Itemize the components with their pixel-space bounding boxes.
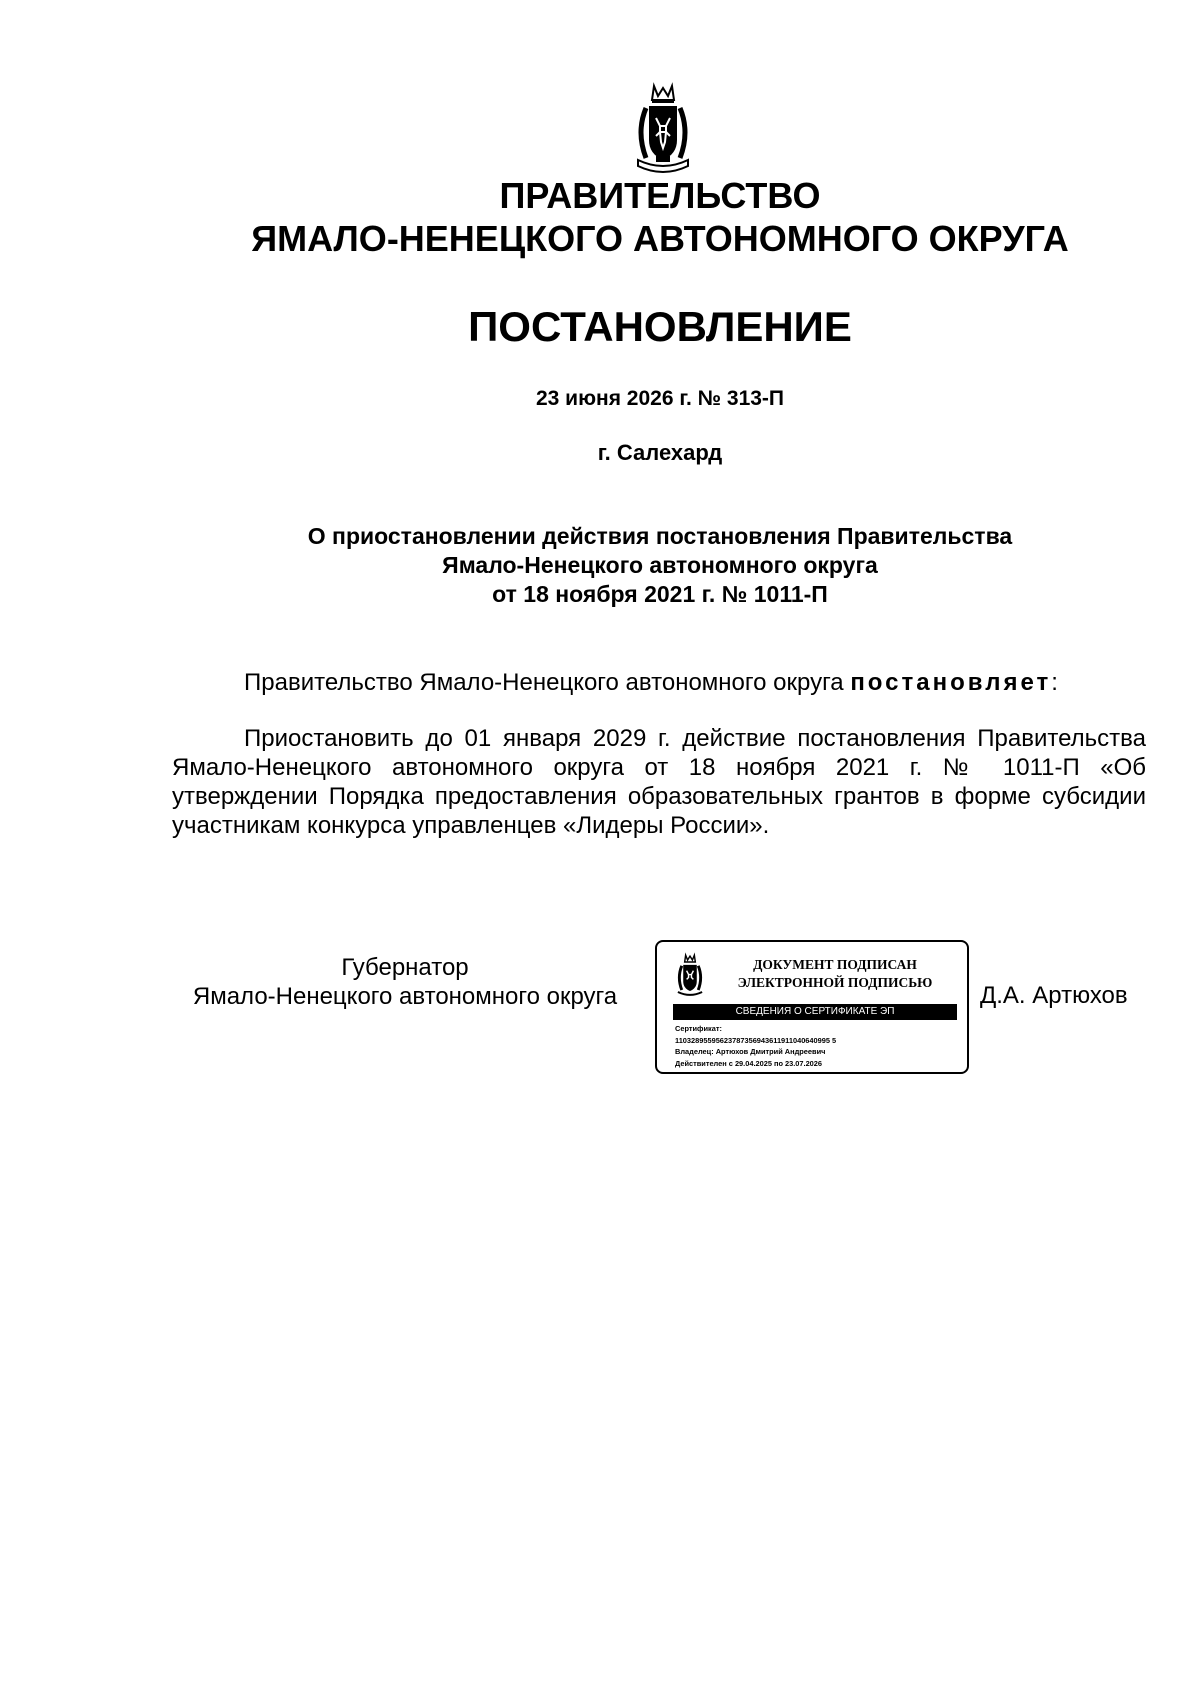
preamble-colon: : [1051,669,1058,696]
subject-line-1: О приостановлении действия постановления Правительства [307,523,1013,549]
stamp-validity: Действителен с 29.04.2025 по 23.07.2026 [675,1058,823,1068]
signatory-title [172,953,638,1011]
electronic-signature-stamp [655,940,969,1074]
document-type: ПОСТАНОВЛЕНИЕ [468,303,852,350]
preamble [244,668,1058,697]
document-date-number: 23 июня 2026 г. № 313-П [535,387,785,410]
signatory-title-line-2: Ямало-Ненецкого автономного округа [192,983,618,1010]
stamp-cert-label: Сертификат: [675,1024,722,1033]
stamp-heading-line-1: ДОКУМЕНТ ПОДПИСАН [753,957,917,972]
stamp-cert-number: 11032895595623787356943611911040640995 5 [675,1035,837,1045]
subject-line-2: Ямало-Ненецкого автономного округа [442,552,878,578]
signatory-title-line-1: Губернатор [341,954,469,981]
coat-of-arms-icon [632,82,694,176]
subject-line-3: от 18 ноября 2021 г. № 1011-П [492,581,828,607]
stamp-certificate-details [675,1023,836,1069]
organization-title: ПРАВИТЕЛЬСТВО [499,175,821,216]
preamble-text: Правительство Ямало-Ненецкого автономного округа [244,669,851,696]
stamp-heading-line-2: ЭЛЕКТРОННОЙ ПОДПИСЬЮ [737,975,933,990]
signatory-name: Д.А. Артюхов [980,982,1128,1009]
stamp-owner: Владелец: Артюхов Дмитрий Андреевич [675,1047,826,1056]
stamp-certificate-bar: СВЕДЕНИЯ О СЕРТИФИКАТЕ ЭП [673,1004,957,1020]
preamble-emphasis: постановляет [850,669,1052,696]
organization-region: ЯМАЛО-НЕНЕЦКОГО АВТОНОМНОГО ОКРУГА [251,218,1069,259]
stamp-coat-of-arms-icon [675,952,705,1000]
stamp-heading [715,956,955,992]
document-subject [0,522,1200,609]
resolution-paragraph: Приостановить до 01 января 2029 г. действие постановления Правительства Ямало-Ненецкого автономного округа от 18 ноября 2021 г. № 1011-П «Об утверждении Порядка предоставления образовательных грантов в форме субсидии участникам конкурса управленцев «Лидеры России». [172,725,1146,839]
document-city: г. Салехард [597,440,723,465]
